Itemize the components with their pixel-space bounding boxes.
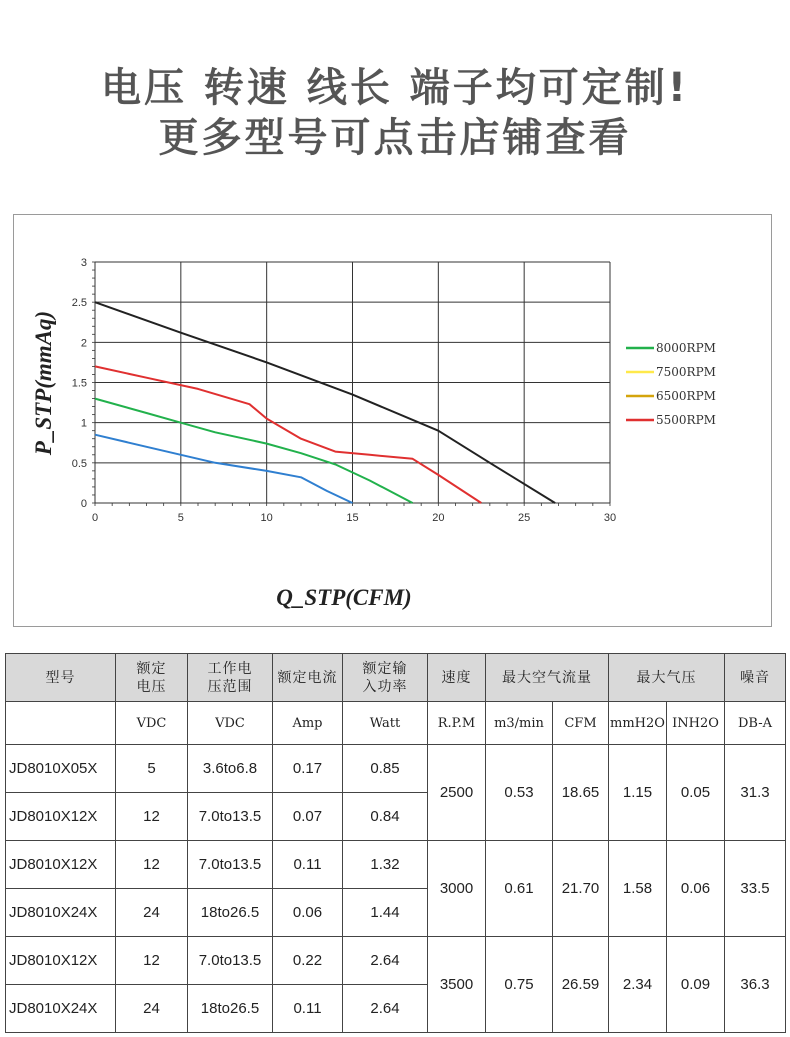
x-tick-label: 20 (432, 512, 445, 524)
rated-power-cell: 1.32 (343, 841, 428, 889)
unit-cell: CFM (553, 702, 609, 745)
pq-chart-panel (13, 214, 772, 627)
header-cell: 最大空气流量 (486, 654, 609, 702)
legend-label: 5500RPM (656, 413, 716, 427)
pressure-mmh2o-cell: 2.34 (609, 937, 667, 1033)
header-cell: 额定输 入功率 (343, 654, 428, 702)
rated-current-cell: 0.11 (273, 841, 343, 889)
y-tick-label: 3 (80, 257, 87, 269)
model-cell: JD8010X24X (6, 889, 116, 937)
airflow-cfm-cell: 26.59 (553, 937, 609, 1033)
noise-cell: 31.3 (725, 745, 786, 841)
airflow-cfm-cell: 21.70 (553, 841, 609, 937)
header-cell: 型号 (6, 654, 116, 702)
unit-cell: Watt (343, 702, 428, 745)
y-tick-label: 1.5 (71, 377, 87, 390)
table-row (6, 937, 786, 985)
rated-power-cell: 2.64 (343, 937, 428, 985)
speed-cell: 3500 (428, 937, 486, 1033)
series-line (95, 435, 353, 503)
pressure-inh2o-cell: 0.05 (667, 745, 725, 841)
series-line (95, 399, 413, 503)
speed-cell: 2500 (428, 745, 486, 841)
series-line (95, 366, 481, 503)
noise-cell: 36.3 (725, 937, 786, 1033)
voltage-range-cell: 18to26.5 (188, 889, 273, 937)
unit-cell: VDC (188, 702, 273, 745)
model-cell: JD8010X24X (6, 985, 116, 1033)
rated-power-cell: 0.84 (343, 793, 428, 841)
y-axis-title: P_STP(mmAq) (31, 310, 56, 456)
header-cell: 最大气压 (609, 654, 725, 702)
y-tick-label: 0.5 (71, 457, 87, 470)
rated-current-cell: 0.22 (273, 937, 343, 985)
unit-cell (6, 702, 116, 745)
noise-cell: 33.5 (725, 841, 786, 937)
voltage-range-cell: 18to26.5 (188, 985, 273, 1033)
pq-chart (14, 215, 771, 626)
airflow-cfm-cell: 18.65 (553, 745, 609, 841)
rated-power-cell: 2.64 (343, 985, 428, 1033)
x-tick-label: 5 (177, 512, 184, 524)
airflow-m3min-cell: 0.75 (486, 937, 553, 1033)
legend-label: 8000RPM (656, 341, 716, 355)
unit-cell: mmH2O (609, 702, 667, 745)
pressure-inh2o-cell: 0.09 (667, 937, 725, 1033)
header-cell: 噪音 (725, 654, 786, 702)
voltage-range-cell: 3.6to6.8 (188, 745, 273, 793)
y-tick-label: 1 (80, 417, 87, 430)
series-line (95, 302, 555, 503)
x-tick-label: 30 (603, 512, 617, 524)
legend-label: 7500RPM (656, 365, 716, 379)
headline-line-2: 更多型号可点击店铺查看 (158, 115, 632, 161)
header-cell: 速度 (428, 654, 486, 702)
unit-cell: Amp (273, 702, 343, 745)
spec-table (5, 653, 786, 1033)
header-cell: 额定电流 (273, 654, 343, 702)
unit-cell: DB-A (725, 702, 786, 745)
rated-voltage-cell: 5 (116, 745, 188, 793)
airflow-m3min-cell: 0.53 (486, 745, 553, 841)
y-tick-label: 0 (80, 498, 87, 510)
model-cell: JD8010X05X (6, 745, 116, 793)
rated-voltage-cell: 12 (116, 841, 188, 889)
voltage-range-cell: 7.0to13.5 (188, 937, 273, 985)
unit-cell: VDC (116, 702, 188, 745)
x-tick-label: 0 (91, 512, 99, 524)
header-cell: 工作电 压范围 (188, 654, 273, 702)
table-header-row (6, 654, 786, 702)
rated-voltage-cell: 12 (116, 937, 188, 985)
unit-cell: INH2O (667, 702, 725, 745)
voltage-range-cell: 7.0to13.5 (188, 841, 273, 889)
x-tick-label: 10 (260, 512, 273, 524)
table-row (6, 841, 786, 889)
pressure-inh2o-cell: 0.06 (667, 841, 725, 937)
unit-cell: R.P.M (428, 702, 486, 745)
rated-power-cell: 0.85 (343, 745, 428, 793)
x-axis-title: Q_STP(CFM) (276, 585, 412, 610)
unit-cell: m3/min (486, 702, 553, 745)
rated-voltage-cell: 12 (116, 793, 188, 841)
airflow-m3min-cell: 0.61 (486, 841, 553, 937)
rated-voltage-cell: 24 (116, 889, 188, 937)
rated-voltage-cell: 24 (116, 985, 188, 1033)
model-cell: JD8010X12X (6, 793, 116, 841)
speed-cell: 3000 (428, 841, 486, 937)
legend-label: 6500RPM (656, 389, 716, 403)
rated-current-cell: 0.17 (273, 745, 343, 793)
model-cell: JD8010X12X (6, 937, 116, 985)
headline-line-1: 电压 转速 线长 端子均可定制! (100, 65, 690, 111)
table-units-row (6, 702, 786, 745)
pressure-mmh2o-cell: 1.15 (609, 745, 667, 841)
rated-current-cell: 0.07 (273, 793, 343, 841)
x-tick-label: 15 (346, 512, 359, 524)
header-cell: 额定 电压 (116, 654, 188, 702)
y-tick-label: 2 (80, 337, 87, 350)
pressure-mmh2o-cell: 1.58 (609, 841, 667, 937)
voltage-range-cell: 7.0to13.5 (188, 793, 273, 841)
table-row (6, 745, 786, 793)
rated-power-cell: 1.44 (343, 889, 428, 937)
y-tick-label: 2.5 (71, 297, 87, 310)
rated-current-cell: 0.11 (273, 985, 343, 1033)
model-cell: JD8010X12X (6, 841, 116, 889)
rated-current-cell: 0.06 (273, 889, 343, 937)
x-tick-label: 25 (518, 512, 531, 524)
